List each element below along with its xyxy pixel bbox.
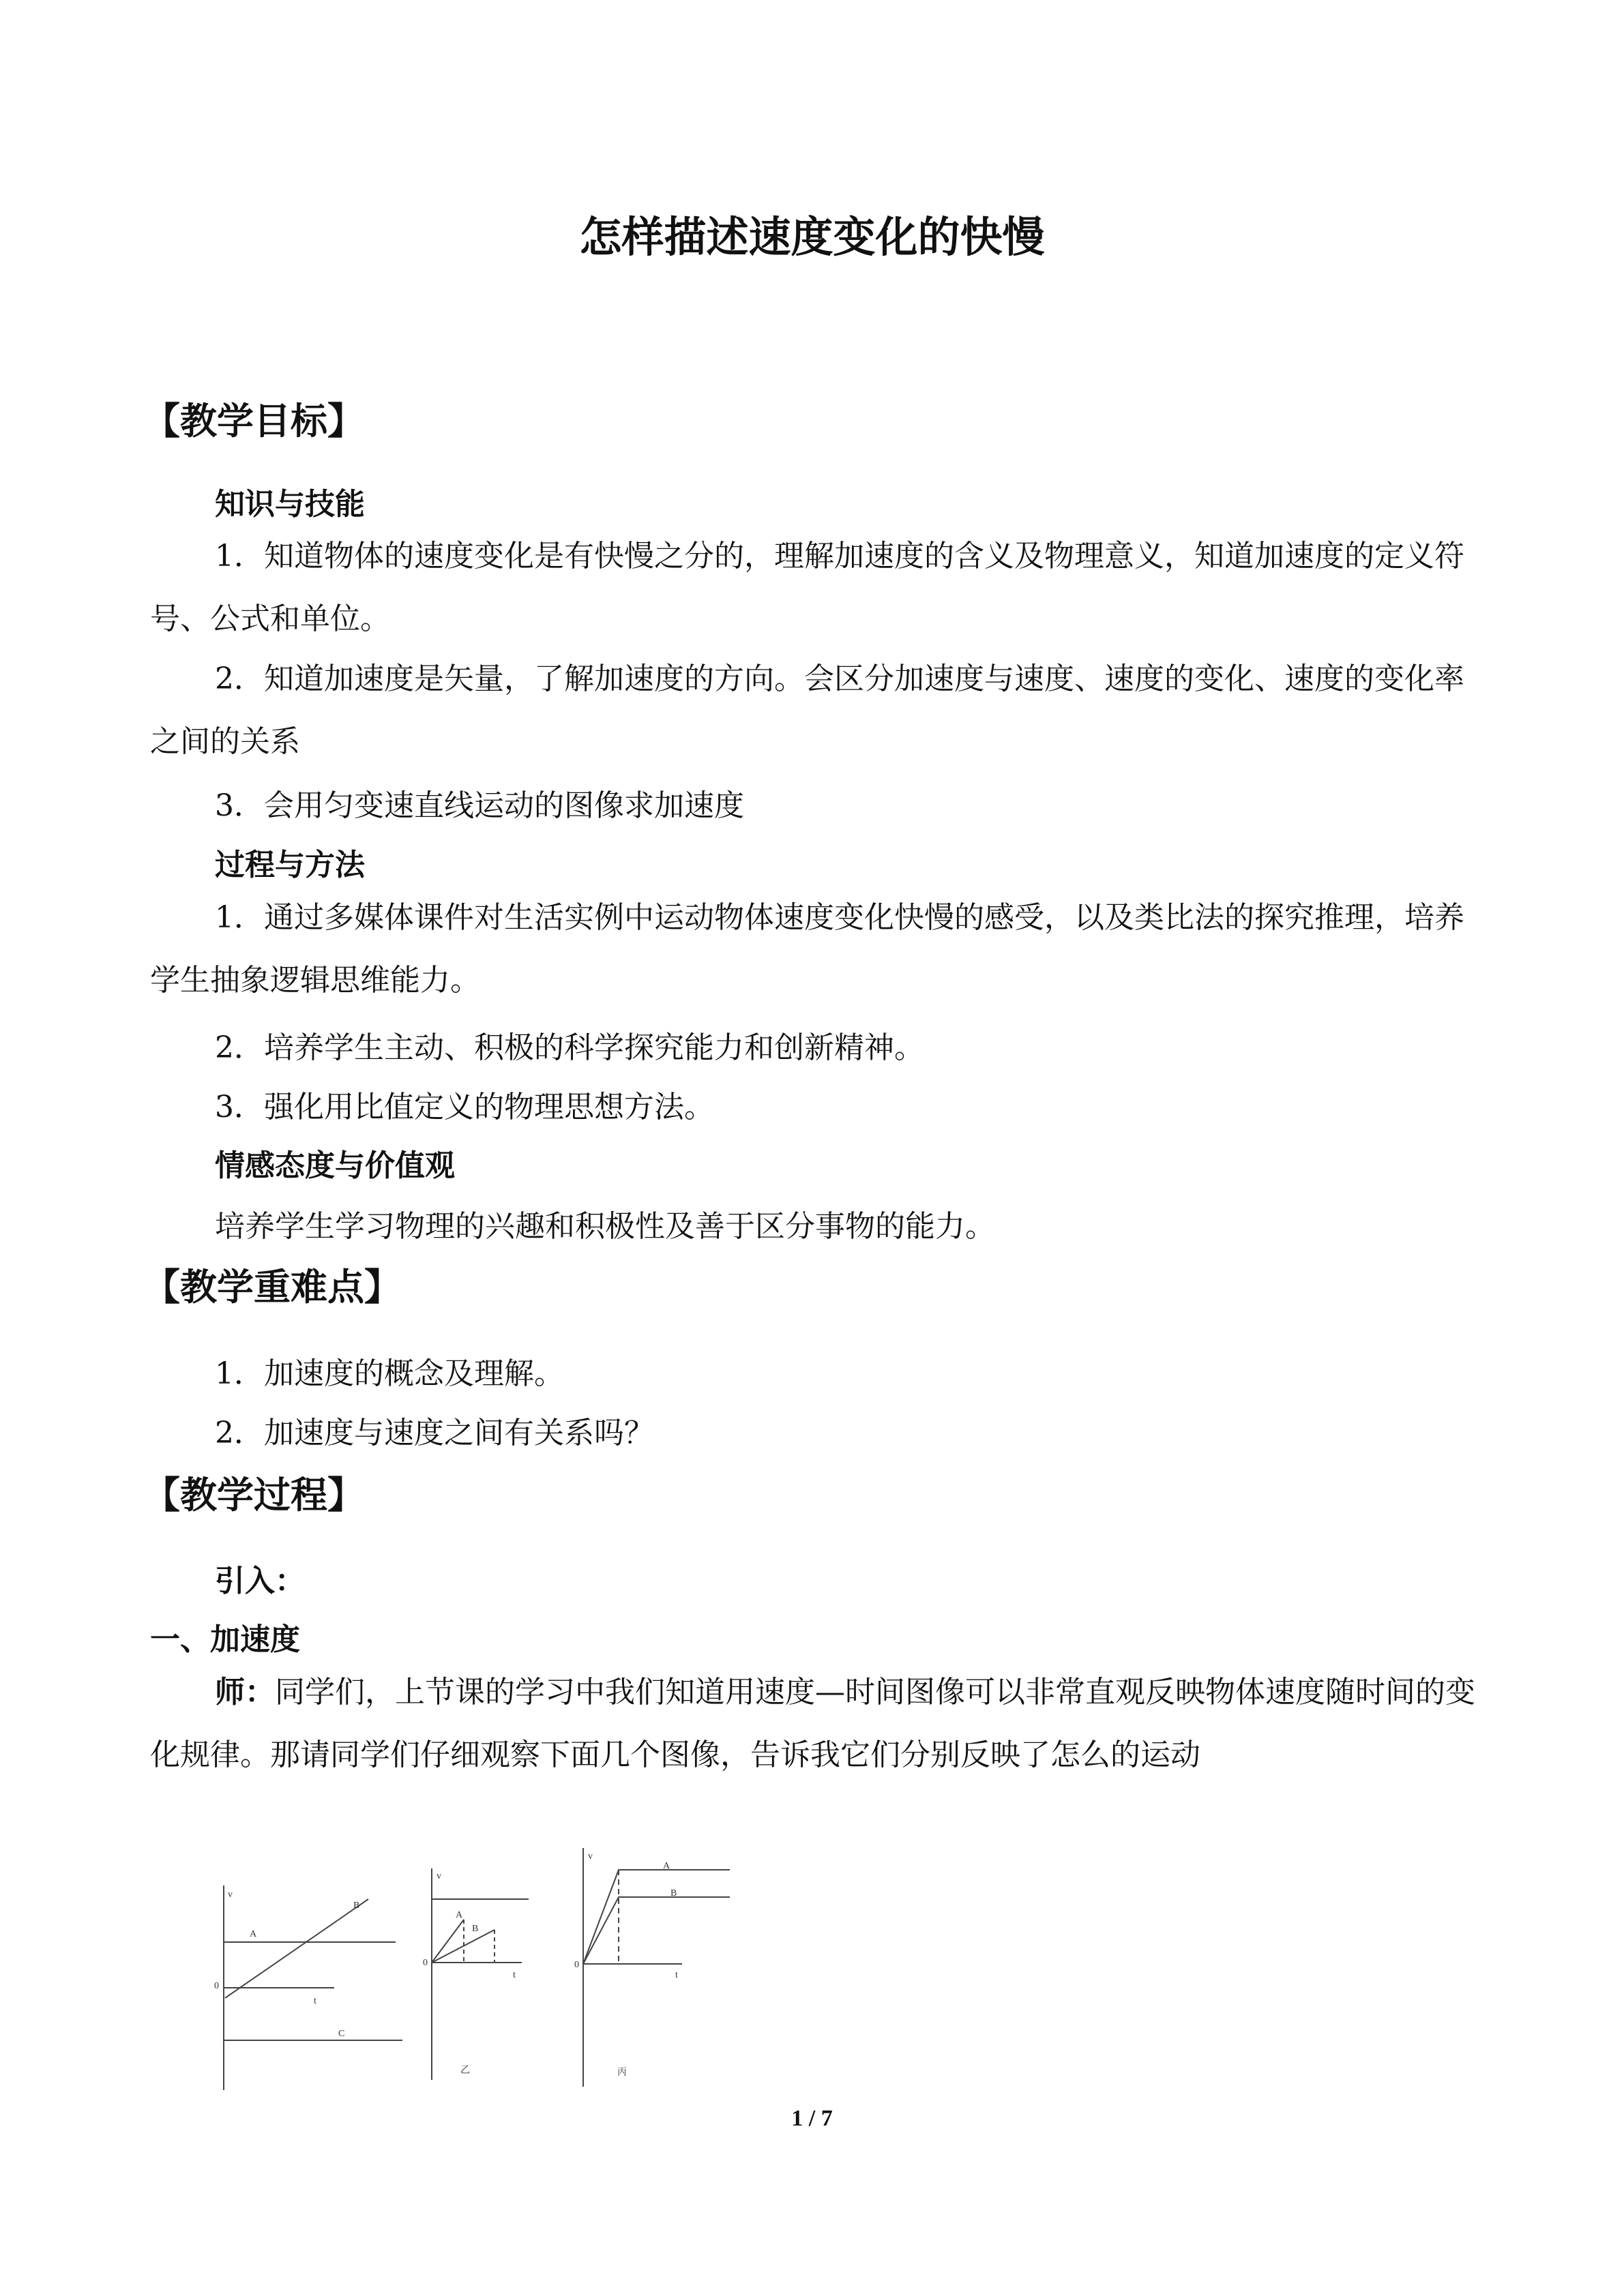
section-heading-process: 【教学过程】 (143, 1474, 364, 1517)
graph-2-origin-label: 0 (423, 1958, 428, 1968)
velocity-time-graphs (205, 1841, 750, 2093)
graph-3-caption: 丙 (617, 2068, 627, 2078)
keypoint-2: 2．加速度与速度之间有关系吗？ (215, 1416, 654, 1450)
graph-2-caption: 乙 (460, 2066, 470, 2076)
objective-emotion-1: 培养学生学习物理的兴趣和积极性及善于区分事物的能力。 (215, 1209, 995, 1244)
graph-1-b-label: B (353, 1900, 360, 1911)
subheading-knowledge: 知识与技能 (215, 487, 365, 522)
graph-1-t-label: t (314, 1996, 316, 2006)
graph-2-line-a (432, 1920, 464, 1963)
graph-1-a-label: A (250, 1929, 257, 1939)
graph-3-origin-label: 0 (574, 1960, 579, 1970)
graph-2-a-label: A (456, 1910, 463, 1920)
graph-2-v-label: v (437, 1871, 441, 1881)
graph-3-v-label: v (588, 1851, 593, 1862)
page-number: 1 / 7 (791, 2106, 833, 2131)
graph-3-line-a (583, 1870, 730, 1964)
process-intro: 引入： (215, 1564, 305, 1598)
process-section-acceleration: 一、加速度 (150, 1622, 300, 1657)
objective-knowledge-1: 1．知道物体的速度变化是有快慢之分的，理解加速度的含义及物理意义，知道加速度的定义符号、公式和单位。 (150, 539, 1464, 636)
teacher-label: 师： (215, 1675, 275, 1710)
graph-1-origin-label: 0 (214, 1981, 219, 1991)
keypoint-1: 1．加速度的概念及理解。 (215, 1356, 564, 1391)
graph-2-t-label: t (513, 1970, 516, 1980)
objective-method-2: 2．培养学生主动、积极的科学探究能力和创新精神。 (215, 1030, 924, 1065)
graph-1-v-label: v (228, 1890, 233, 1900)
graph-1-line-b (225, 1899, 368, 1998)
page-title: 怎样描述速度变化的快慢 (579, 212, 1045, 262)
objective-knowledge-2: 2．知道加速度是矢量，了解加速度的方向。会区分加速度与速度、速度的变化、速度的变化率之间的关系 (150, 661, 1464, 759)
graph-1-c-label: C (338, 2029, 345, 2039)
section-heading-objectives: 【教学目标】 (143, 400, 364, 443)
objective-method-3: 3．强化用比值定义的物理思想方法。 (215, 1090, 714, 1124)
graph-3-b-label: B (670, 1888, 677, 1898)
graph-3-t-label: t (675, 1970, 678, 1980)
graph-jia (224, 1885, 402, 2090)
teacher-text: 同学们，上节课的学习中我们知道用速度—时间图像可以非常直观反映物体速度随时间的变化规律。那请同学们仔细观察下面几个图像，告诉我它们分别反映了怎么的运动 (150, 1675, 1475, 1772)
objective-knowledge-3: 3．会用匀变速直线运动的图像求加速度 (215, 788, 744, 823)
subheading-emotion: 情感态度与价值观 (215, 1148, 455, 1183)
graph-2-b-label: B (472, 1924, 479, 1934)
section-heading-keypoints: 【教学重难点】 (143, 1266, 401, 1309)
graph-bing (583, 1848, 730, 2087)
graph-3-a-label: A (663, 1861, 670, 1871)
subheading-method: 过程与方法 (215, 848, 365, 882)
teacher-paragraph (150, 1661, 1477, 1787)
objective-method-1: 1．通过多媒体课件对生活实例中运动物体速度变化快慢的感受，以及类比法的探究推理，培养学生抽象逻辑思维能力。 (150, 900, 1464, 998)
